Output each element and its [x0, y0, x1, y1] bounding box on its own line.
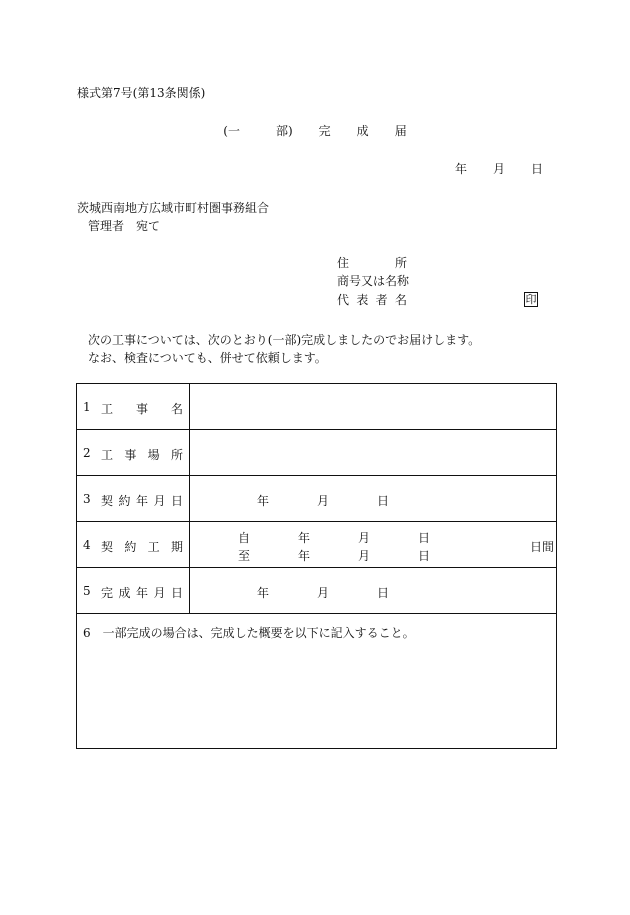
- day-label: 日: [418, 531, 431, 545]
- table-row: [77, 568, 557, 614]
- days-label: 日間: [530, 540, 555, 554]
- year-label: 年: [298, 531, 311, 545]
- construction-site-label: 2 工 事 場 所: [77, 430, 190, 476]
- contract-period-label: 4 契 約 工 期: [77, 522, 190, 568]
- title-part: 完: [318, 124, 331, 138]
- month-label: 月: [317, 586, 330, 600]
- period-to-label: 至: [238, 549, 251, 563]
- date-day: 日: [531, 162, 544, 176]
- partial-completion-summary-field[interactable]: [77, 614, 557, 749]
- contract-date-label: 3 契 約 年 月 日: [77, 476, 190, 522]
- contract-date-field[interactable]: [190, 476, 557, 522]
- month-label: 月: [358, 531, 371, 545]
- title-part: 成: [356, 124, 369, 138]
- construction-name-field[interactable]: [190, 384, 557, 430]
- applicant-business-name-label: 商号又は名称: [337, 274, 410, 288]
- completion-date-field[interactable]: [190, 568, 557, 614]
- completion-date-label: 5 完 成 年 月 日: [77, 568, 190, 614]
- title-part: 届: [394, 124, 407, 138]
- document-title: [0, 124, 630, 138]
- applicant-representative-label: 代 表 者 名: [337, 293, 407, 307]
- table-row: [77, 476, 557, 522]
- date-year: 年: [455, 162, 468, 176]
- contract-period-field[interactable]: [190, 522, 557, 568]
- seal-mark: 印: [525, 293, 537, 306]
- day-label: 日: [377, 494, 390, 508]
- submission-date: [455, 162, 543, 176]
- title-part: 部): [275, 124, 293, 138]
- construction-name-label: 1 工 事 名: [77, 384, 190, 430]
- year-label: 年: [257, 586, 270, 600]
- table-row: [77, 614, 557, 749]
- applicant-address-label: 住 所: [337, 256, 407, 270]
- day-label: 日: [418, 549, 431, 563]
- table-row: [77, 522, 557, 568]
- form-number: 様式第7号(第13条関係): [77, 86, 206, 100]
- title-part: (一: [223, 124, 240, 138]
- body-text-line-1: 次の工事については、次のとおり(一部)完成しましたのでお届けします。: [88, 333, 481, 347]
- construction-site-field[interactable]: [190, 430, 557, 476]
- month-label: 月: [358, 549, 371, 563]
- addressee-organization: 茨城西南地方広域市町村圏事務組合: [77, 201, 270, 215]
- year-label: 年: [298, 549, 311, 563]
- table-row: [77, 430, 557, 476]
- date-month: 月: [493, 162, 506, 176]
- addressee-recipient: 管理者 宛て: [88, 219, 161, 233]
- year-label: 年: [257, 494, 270, 508]
- month-label: 月: [317, 494, 330, 508]
- body-text-line-2: なお、検査についても、併せて依頼します。: [88, 351, 327, 365]
- day-label: 日: [377, 586, 390, 600]
- table-row: [77, 384, 557, 430]
- partial-completion-note: 6 一部完成の場合は、完成した概要を以下に記入すること。: [83, 626, 415, 640]
- period-from-label: 自: [238, 531, 251, 545]
- details-table: [76, 383, 557, 749]
